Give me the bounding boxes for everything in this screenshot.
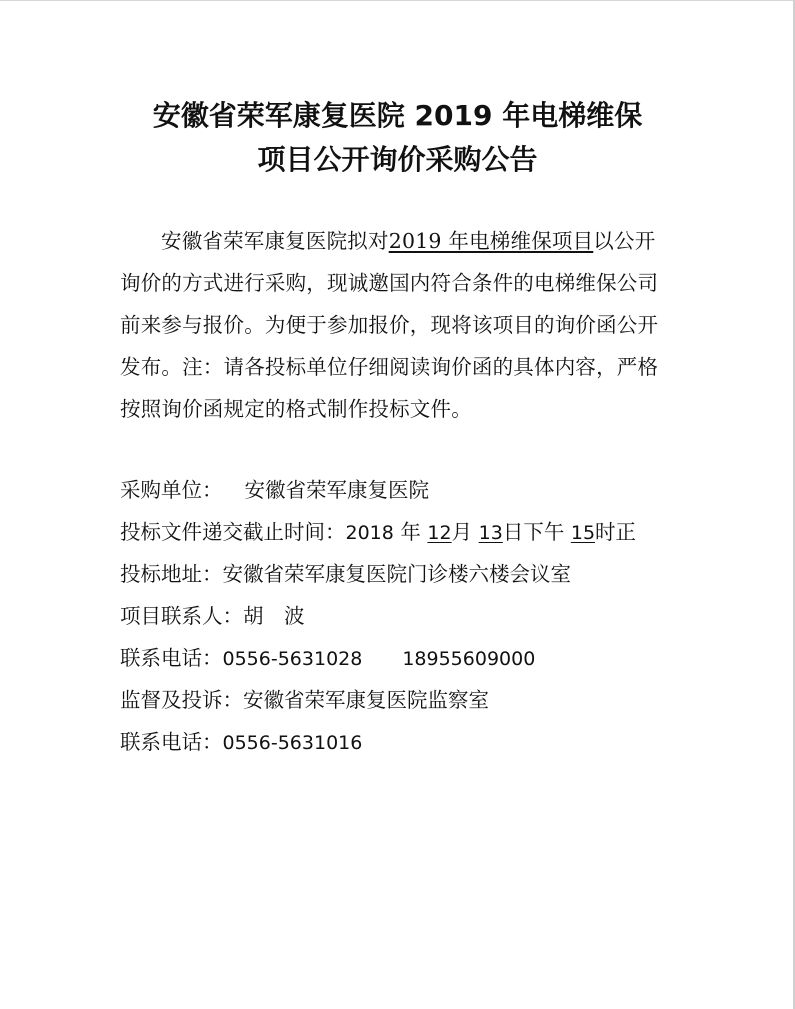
phone-value-2: 18955609000 <box>402 648 536 670</box>
paragraph-line-1-suffix: 以公开 <box>593 229 656 253</box>
address-row <box>120 553 740 595</box>
supervision-row <box>120 679 740 721</box>
deadline-day-unit: 日下午 <box>502 520 565 544</box>
deadline-year: 2018 <box>345 522 394 544</box>
supervision-label: 监督及投诉： <box>120 688 243 712</box>
deadline-day: 13 <box>478 522 503 544</box>
contact-label: 项目联系人： <box>120 604 243 628</box>
paragraph-line-4: 发布。注：请各投标单位仔细阅读询价函的具体内容，严格 <box>120 355 659 379</box>
supervision-value: 安徽省荣军康复医院监察室 <box>243 688 489 712</box>
announcement-paragraph <box>120 220 680 430</box>
document-title-line-2: 项目公开询价采购公告 <box>257 143 538 176</box>
address-value: 安徽省荣军康复医院门诊楼六楼会议室 <box>222 562 571 586</box>
deadline-row <box>120 511 740 553</box>
info-list <box>120 469 740 763</box>
contact-value: 胡 波 <box>243 604 305 628</box>
paragraph-line-5: 按照询价函规定的格式制作投标文件。 <box>120 397 472 421</box>
phone2-row <box>120 721 740 763</box>
phone2-value: 0556-5631016 <box>222 732 363 754</box>
phone2-label: 联系电话： <box>120 730 223 754</box>
phone-value-1: 0556-5631028 <box>222 648 363 670</box>
page-top-edge <box>0 0 795 1</box>
deadline-year-unit: 年 <box>400 520 421 544</box>
paragraph-line-1-prefix: 安徽省荣军康复医院拟对 <box>161 229 389 253</box>
document-title-line-1: 安徽省荣军康复医院 2019 年电梯维保 <box>152 99 643 132</box>
paragraph-line-2: 询价的方式进行采购，现诚邀国内符合条件的电梯维保公司 <box>120 271 659 295</box>
phone-label: 联系电话： <box>120 646 223 670</box>
address-label: 投标地址： <box>120 562 223 586</box>
purchaser-row <box>120 469 740 511</box>
paragraph-line-3: 前来参与报价。为便于参加报价，现将该项目的询价函公开 <box>120 313 659 337</box>
deadline-hour-unit: 时正 <box>595 520 637 544</box>
contact-row <box>120 595 740 637</box>
phone-row <box>120 637 740 679</box>
project-name: 2019 年电梯维保项目 <box>388 229 594 253</box>
paragraph-line-1 <box>120 220 680 262</box>
deadline-hour: 15 <box>570 522 596 544</box>
deadline-label: 投标文件递交截止时间： <box>120 520 346 544</box>
purchaser-label: 采购单位： <box>120 478 223 502</box>
purchaser-value: 安徽省荣军康复医院 <box>244 478 429 502</box>
deadline-month: 12 <box>427 522 452 544</box>
deadline-month-unit: 月 <box>451 520 473 544</box>
